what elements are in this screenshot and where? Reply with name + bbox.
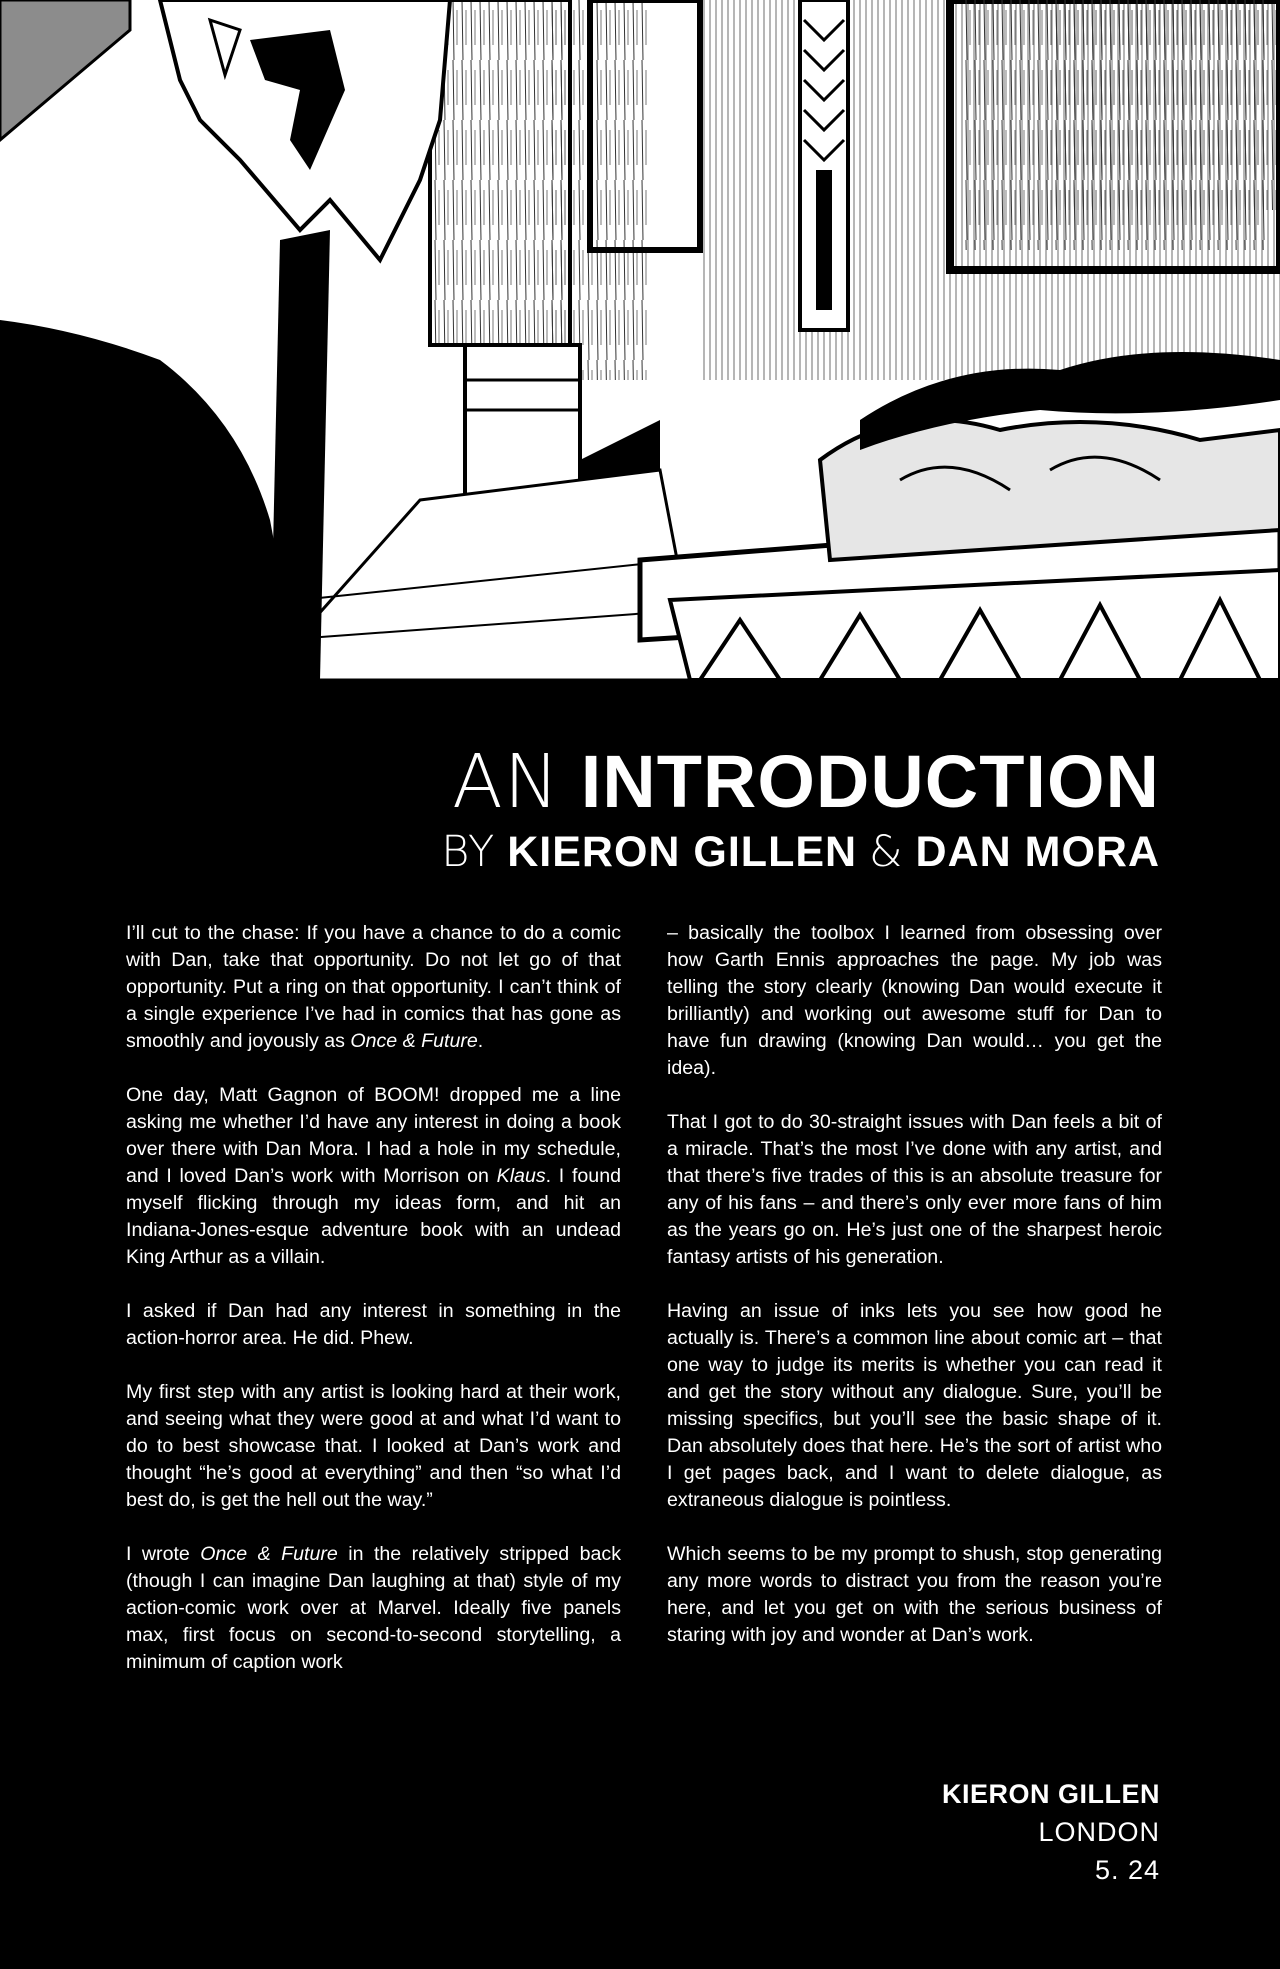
- signature-name: KIERON GILLEN: [941, 1779, 1160, 1809]
- signature-date: 5. 24: [1094, 1855, 1160, 1885]
- text-run: That I got to do 30-straight issues with Dan feels a bit of a miracle. That’s the most I’ve done with any artist, and that there’s five trades of this is an absolute treasure for any of his fans – and there’s only ever more fans of him as the years go on. He’s just one of the sharpest heroic fantasy artists of his generation.: [667, 1111, 1162, 1268]
- paragraph: [126, 1541, 621, 1676]
- paragraph: [126, 1082, 621, 1271]
- paragraph: [667, 1298, 1162, 1514]
- text-run: .: [477, 1030, 484, 1052]
- signature-place: LONDON: [1038, 1817, 1160, 1847]
- paragraph: [667, 920, 1162, 1082]
- text-run: I asked if Dan had any interest in something in the action-horror area. He did. Phew.: [126, 1300, 621, 1349]
- comic-illustration: [0, 0, 1280, 680]
- text-run: Having an issue of inks lets you see how good he actually is. There’s a common line about comic art – that one way to judge its merits is whether you can read it and get the story without any dialogue. Sure, you’ll be missing specifics, but you’ll see the basic shape of it. Dan absolutely does that here. He’s the sort of artist who I get pages back, and I want to delete dialogue, as extraneous dialogue is pointless.: [667, 1300, 1162, 1511]
- byline-by: BY: [441, 827, 496, 877]
- paragraph: [667, 1109, 1162, 1271]
- text-run: Which seems to be my prompt to shush, stop generating any more words to distract you from the reason you’re here, and let you get on with the serious business of staring with joy and wonder at Dan’s work.: [667, 1543, 1162, 1646]
- title-introduction: INTRODUCTION: [580, 740, 1160, 823]
- byline-author1: KIERON GILLEN: [507, 828, 858, 876]
- byline-amp: &: [869, 827, 904, 877]
- title-line: [0, 740, 1160, 824]
- italic-title: Klaus: [496, 1165, 546, 1187]
- italic-title: Once & Future: [200, 1543, 338, 1565]
- text-run: One day, Matt Gagnon of BOOM! dropped me a line asking me whether I’d have any interest in doing a book over there with Dan Mora. I had a hole in my schedule, and I loved Dan’s work with Morrison on: [126, 1084, 621, 1187]
- paragraph: [126, 1298, 621, 1352]
- text-run: . I found myself flicking through my ideas form, and hit an Indiana-Jones-esque adventure book with an undead King Arthur as a villain.: [126, 1165, 621, 1268]
- text-run: I’ll cut to the chase: If you have a chance to do a comic with Dan, take that opportunity. Do not let go of that opportunity. Put a ring on that opportunity. I can’t think of a single experience I’ve had in comics that has gone as smoothly and joyously as: [126, 922, 621, 1052]
- intro-heading: [0, 740, 1160, 880]
- right-column: [667, 920, 1162, 1676]
- signature-block: [0, 1775, 1160, 1889]
- paragraph: [667, 1541, 1162, 1649]
- paragraph: [126, 920, 621, 1055]
- byline-author2: DAN MORA: [915, 828, 1160, 876]
- left-column: [126, 920, 621, 1703]
- paragraph: [126, 1379, 621, 1514]
- text-run: My first step with any artist is looking hard at their work, and seeing what they were good at and what I’d want to do to best showcase that. I looked at Dan’s work and thought “he’s good at everything” and then “so what I’d best do, is get the hell out the way.”: [126, 1381, 621, 1511]
- text-run: – basically the toolbox I learned from obsessing over how Garth Ennis approaches the page. My job was telling the story clearly (knowing Dan would execute it brilliantly) and working out awesome stuff for Dan to have fun drawing (knowing Dan would… you get the idea).: [667, 922, 1162, 1079]
- italic-title: Once & Future: [350, 1030, 478, 1052]
- text-run: I wrote: [126, 1543, 201, 1565]
- byline: [0, 824, 1160, 880]
- title-an: AN: [452, 739, 561, 825]
- text-run: in the relatively stripped back (though I can imagine Dan laughing at that) style of my action-comic work over at Marvel. Ideally five panels max, first focus on second-to-second storytelling, a minimum of caption work: [126, 1543, 621, 1673]
